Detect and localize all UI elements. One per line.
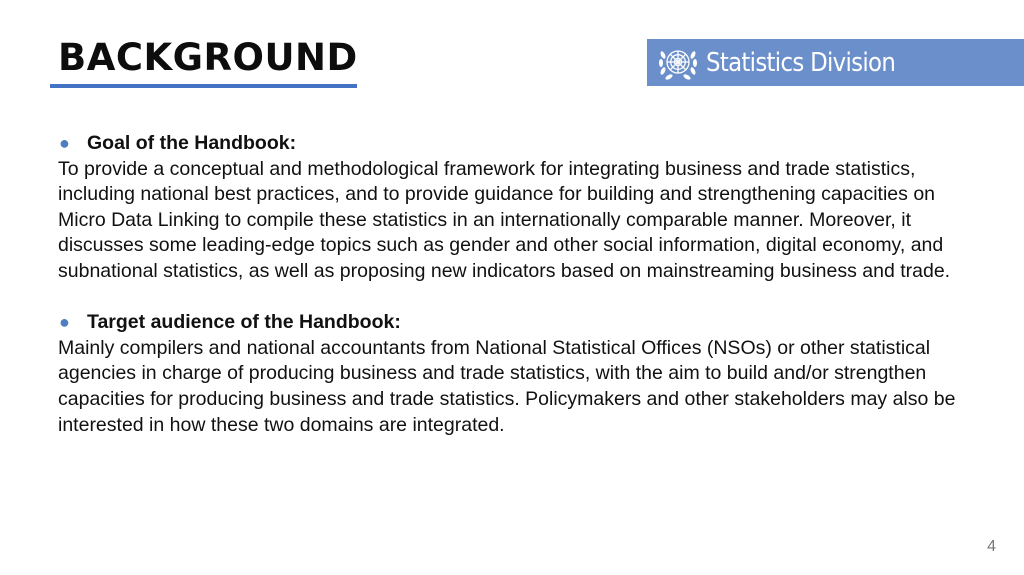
target-audience-body: Mainly compilers and national accountants from National Statistical Offices (NSOs) or other statistical agencies in charge of producing business and trade statistics, with the aim to build and/or strengthen capacities for producing business and trade statistics. Policymakers and other stakeholders may also be interested in how these two domains are integrated. (58, 336, 956, 436)
title-underline (50, 84, 357, 88)
target-audience-heading: Target audience of the Handbook: (87, 311, 401, 334)
bullet-dot-icon: ● (59, 133, 70, 153)
slide-content (58, 131, 958, 438)
bullet-dot-icon: ● (59, 312, 70, 333)
un-emblem-icon (656, 43, 700, 83)
page-number: 4 (987, 538, 996, 555)
statistics-division-banner (647, 39, 1024, 86)
section-spacer (58, 285, 958, 311)
goal-body: To provide a conceptual and methodological framework for integrating business and trade statistics, including national best practices, and to provide guidance for building and strengthening capacities on Micro Data Linking to compile these statistics in an internationally comparable manner. Moreover, it discusses some leading-edge topics such as gender and other social information, digital economy, and subnational statistics, as well as proposing new indicators based on mainstreaming business and trade. (58, 157, 951, 282)
goal-heading: Goal of the Handbook: (87, 132, 297, 154)
bullet-target-audience (58, 310, 958, 336)
banner-text: Statistics Division (706, 47, 896, 78)
bullet-goal (58, 131, 958, 157)
slide-title: BACKGROUND (58, 36, 358, 79)
